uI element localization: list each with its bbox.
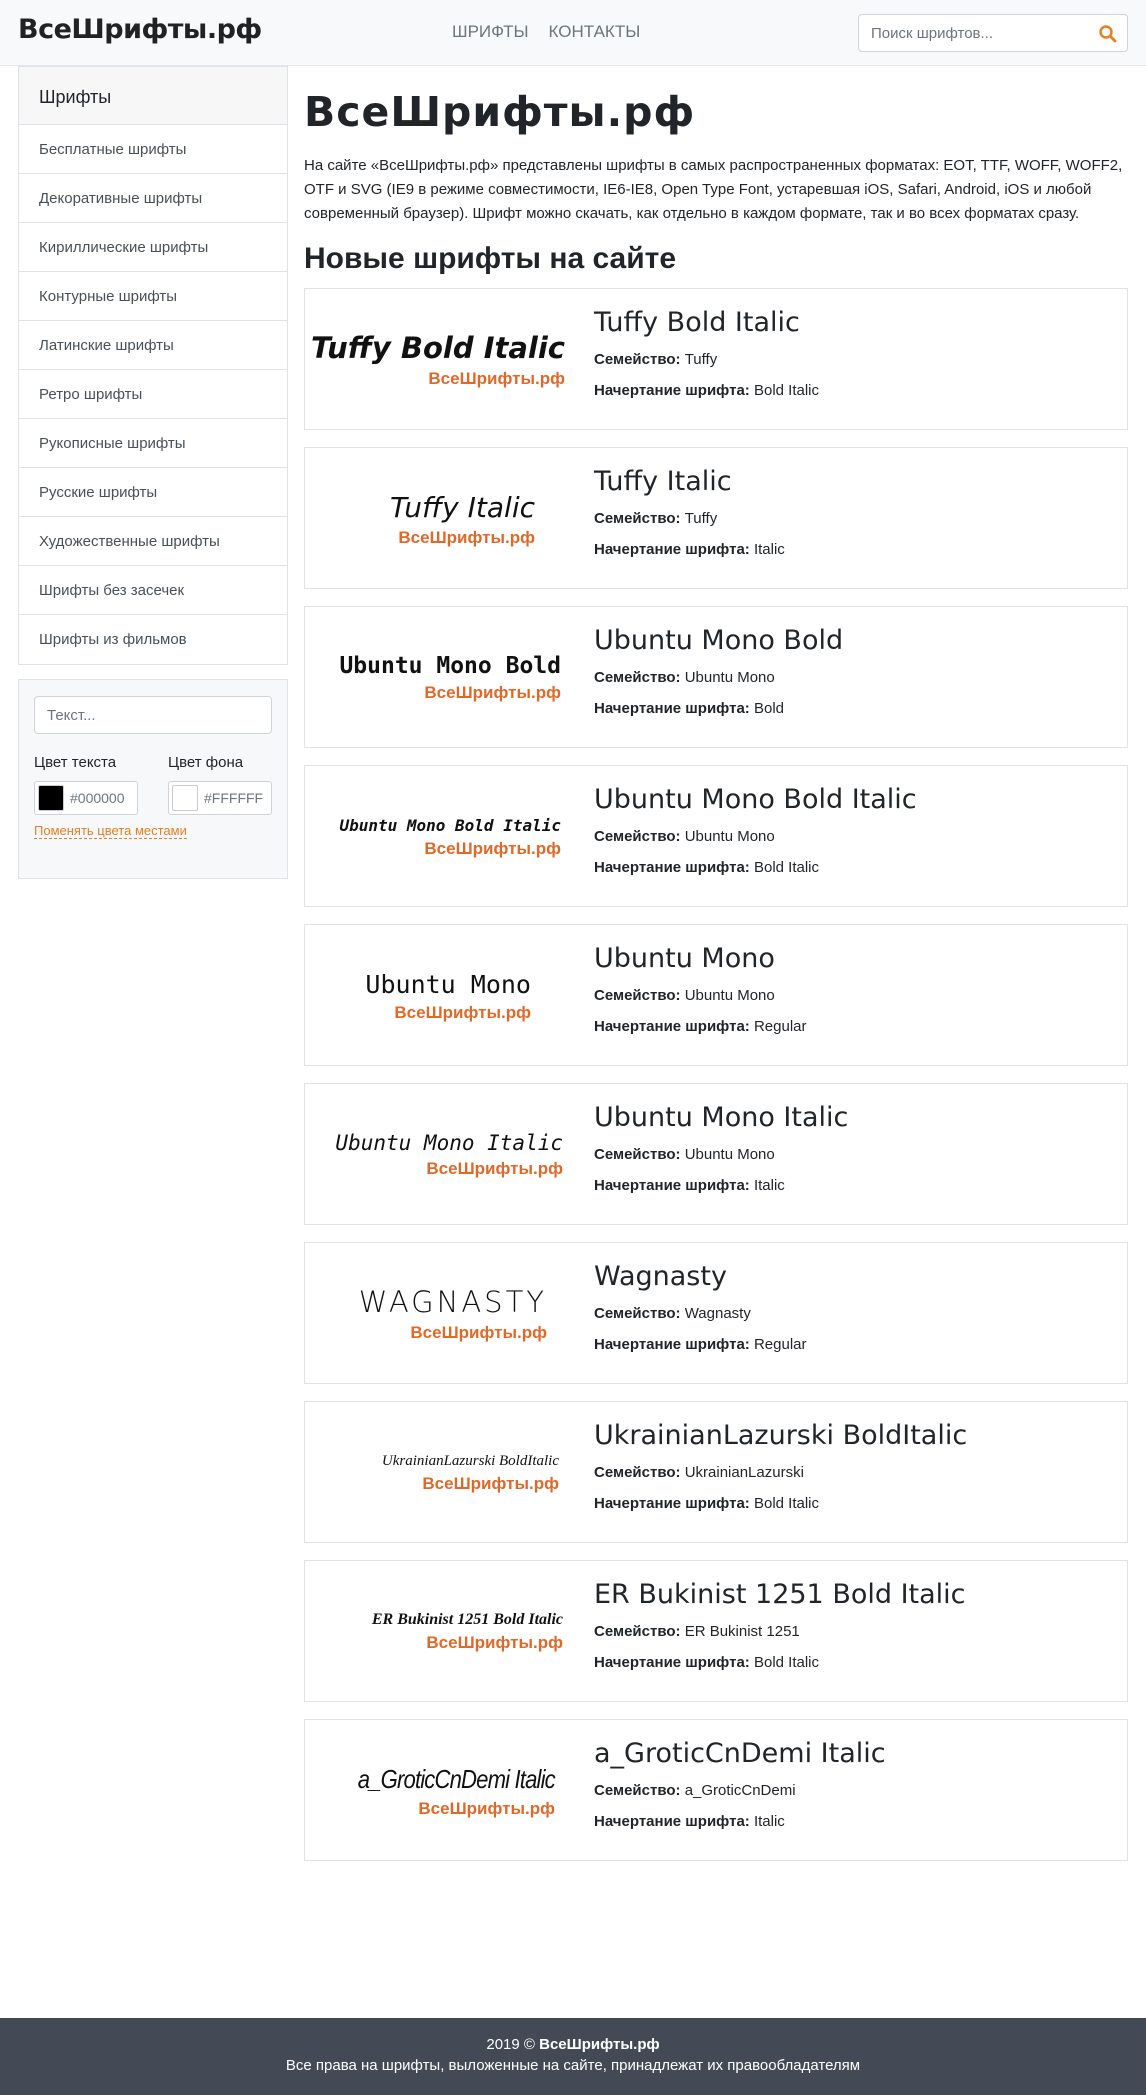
font-style-row	[594, 381, 819, 400]
watermark: ВсеШрифты.рф	[424, 838, 561, 858]
family-value: Wagnasty	[684, 1305, 751, 1322]
family-label: Семейство:	[594, 351, 681, 368]
font-card[interactable]	[304, 1083, 1128, 1225]
bg-color-picker[interactable]	[168, 781, 272, 815]
font-card[interactable]	[304, 447, 1128, 589]
text-color-swatch[interactable]	[38, 785, 64, 811]
style-value: Bold Italic	[753, 1495, 820, 1512]
font-preview[interactable]	[315, 1402, 565, 1544]
family-label: Семейство:	[594, 510, 681, 527]
watermark: ВсеШрифты.рф	[410, 1323, 547, 1342]
font-sample: a_GroticCnDemi Italic	[357, 1763, 555, 1794]
font-sample: WAGNASTY	[358, 1285, 547, 1319]
swap-colors-link[interactable]: Поменять цвета местами	[34, 823, 187, 838]
family-label: Семейство:	[594, 1464, 681, 1481]
font-sample: UkrainianLazurski BoldItalic	[381, 1452, 559, 1469]
font-card[interactable]	[304, 288, 1128, 430]
intro-text: На сайте «ВсеШрифты.рф» представлены шрифты в самых распространенных форматах: EOT, TTF, WOFF, WOFF2, OTF и SVG (IE9 в режиме совместимости, IE6-IE8, Open Type Font, устаревшая iOS, Safari, Android, iOS и любой современный браузер). Шрифт можно скачать, как отдельно в каждом формате, так и во всех форматах сразу.	[304, 157, 1123, 222]
font-preview[interactable]	[315, 925, 565, 1067]
color-row	[34, 754, 272, 815]
font-card[interactable]	[304, 765, 1128, 907]
font-name-link[interactable]: UkrainianLazurski BoldItalic	[594, 1420, 968, 1451]
font-name-link[interactable]: a_GroticCnDemi Italic	[594, 1738, 886, 1769]
watermark: ВсеШрифты.рф	[428, 369, 565, 388]
style-value: Regular	[753, 1336, 807, 1353]
main-nav	[452, 22, 640, 42]
font-card[interactable]	[304, 1401, 1128, 1543]
font-style-row	[594, 1176, 848, 1195]
font-style-row	[594, 1335, 807, 1354]
font-name-link[interactable]: Ubuntu Mono Bold	[594, 625, 844, 656]
style-value: Bold Italic	[753, 1654, 820, 1671]
style-value: Bold	[753, 700, 784, 717]
font-name-link[interactable]: Wagnasty	[594, 1261, 727, 1292]
footer-brand: ВсеШрифты.рф	[539, 2036, 660, 2053]
nav-link-contacts[interactable]: КОНТАКТЫ	[548, 22, 641, 41]
font-family-row	[594, 668, 843, 687]
category-item[interactable]: Латинские шрифты	[19, 321, 287, 370]
font-name-link[interactable]: Ubuntu Mono Italic	[594, 1102, 849, 1133]
font-preview[interactable]	[315, 766, 565, 908]
font-sample: Tuffy Bold Italic	[311, 331, 565, 365]
font-sample: Ubuntu Mono Bold	[339, 653, 561, 679]
search-icon[interactable]	[1097, 23, 1119, 45]
category-item[interactable]: Шрифты из фильмов	[39, 631, 187, 648]
font-preview[interactable]	[315, 1561, 565, 1703]
family-label: Семейство:	[594, 1146, 681, 1163]
style-label: Начертание шрифта:	[594, 1495, 750, 1512]
style-label: Начертание шрифта:	[594, 1177, 750, 1194]
font-info	[594, 625, 843, 718]
font-card[interactable]	[304, 924, 1128, 1066]
font-card[interactable]	[304, 1242, 1128, 1384]
font-info	[594, 307, 819, 400]
font-preview[interactable]	[311, 289, 565, 431]
category-item[interactable]: Бесплатные шрифты	[19, 125, 287, 174]
watermark: ВсеШрифты.рф	[424, 683, 561, 702]
font-info	[594, 466, 785, 559]
bg-color-group	[168, 754, 272, 815]
style-label: Начертание шрифта:	[594, 1813, 750, 1830]
category-item[interactable]: Контурные шрифты	[19, 272, 287, 321]
family-label: Семейство:	[594, 1305, 681, 1322]
style-label: Начертание шрифта:	[594, 1336, 750, 1353]
watermark: ВсеШрифты.рф	[394, 1002, 531, 1022]
font-sample: Ubuntu Mono	[365, 969, 531, 999]
font-name-link[interactable]: Ubuntu Mono	[594, 943, 775, 974]
bg-color-swatch[interactable]	[172, 785, 198, 811]
category-item[interactable]: Декоративные шрифты	[19, 174, 287, 223]
font-style-row	[594, 1494, 967, 1513]
style-value: Regular	[753, 1018, 807, 1035]
category-item[interactable]: Русские шрифты	[19, 468, 287, 517]
style-value: Italic	[753, 541, 785, 558]
font-card-list	[304, 288, 1128, 1861]
font-name-link[interactable]: Tuffy Bold Italic	[594, 307, 800, 338]
family-label: Семейство:	[594, 669, 681, 686]
category-item[interactable]: Художественные шрифты	[19, 517, 287, 566]
font-preview[interactable]	[315, 1720, 565, 1862]
font-info	[594, 1420, 967, 1513]
font-family-row	[594, 1145, 848, 1164]
font-info	[594, 1579, 966, 1672]
category-item[interactable]: Кириллические шрифты	[19, 223, 287, 272]
font-family-row	[594, 827, 917, 846]
font-preview[interactable]	[315, 448, 565, 590]
family-value: a_GroticCnDemi	[684, 1782, 796, 1799]
family-value: Tuffy	[684, 510, 718, 527]
font-style-row	[594, 1653, 966, 1672]
family-label: Семейство:	[594, 1623, 681, 1640]
text-color-label: Цвет текста	[34, 754, 117, 771]
category-list	[18, 66, 288, 665]
font-family-row	[594, 1622, 966, 1641]
watermark: ВсеШрифты.рф	[426, 1159, 563, 1178]
style-value: Bold Italic	[753, 382, 820, 399]
family-value: UkrainianLazurski	[684, 1464, 804, 1481]
preview-settings-panel	[18, 679, 288, 879]
font-preview[interactable]	[315, 607, 565, 749]
category-item[interactable]: Рукописные шрифты	[19, 419, 287, 468]
style-value: Bold Italic	[753, 859, 820, 876]
font-info	[594, 943, 807, 1036]
font-card[interactable]	[304, 1560, 1128, 1702]
family-value: Ubuntu Mono	[684, 828, 775, 845]
family-label: Семейство:	[594, 987, 681, 1004]
style-label: Начертание шрифта:	[594, 700, 750, 717]
font-family-row	[594, 1781, 886, 1800]
font-family-row	[594, 1304, 807, 1323]
font-preview[interactable]	[315, 1084, 565, 1226]
search-box	[858, 14, 1128, 52]
style-value: Italic	[753, 1177, 785, 1194]
family-value: Ubuntu Mono	[684, 669, 775, 686]
bg-color-value[interactable]: #FFFFFF	[204, 790, 264, 806]
nav-link-fonts[interactable]: ШРИФТЫ	[452, 22, 529, 41]
watermark: ВсеШрифты.рф	[418, 1798, 555, 1818]
footer-copyright	[0, 2036, 1146, 2053]
font-style-row	[594, 699, 843, 718]
family-value: Ubuntu Mono	[684, 1146, 775, 1163]
top-navbar	[0, 0, 1146, 66]
style-label: Начертание шрифта:	[594, 1018, 750, 1035]
watermark: ВсеШрифты.рф	[422, 1473, 559, 1493]
footer	[0, 2018, 1146, 2095]
watermark: ВсеШрифты.рф	[398, 527, 535, 547]
font-name-link[interactable]: Tuffy Italic	[594, 466, 732, 497]
text-color-value[interactable]: #000000	[70, 790, 125, 806]
family-value: Ubuntu Mono	[684, 987, 775, 1004]
style-label: Начертание шрифта:	[594, 1654, 750, 1671]
family-label: Семейство:	[594, 828, 681, 845]
search-input[interactable]	[859, 15, 1079, 51]
category-list-title: Шрифты	[19, 67, 287, 125]
font-sample: Ubuntu Mono Bold Italic	[339, 815, 561, 835]
style-value: Italic	[753, 1813, 785, 1830]
font-info	[594, 1102, 848, 1195]
footer-year: 2019 ©	[486, 2036, 535, 2053]
main-content	[304, 66, 1128, 1878]
font-style-row	[594, 1812, 886, 1831]
font-info	[594, 784, 917, 877]
font-family-row	[594, 986, 807, 1005]
family-value: Tuffy	[684, 351, 718, 368]
font-card[interactable]	[304, 1719, 1128, 1861]
page-title: ВсеШрифты.рф	[304, 88, 696, 136]
family-label: Семейство:	[594, 1782, 681, 1799]
text-color-group	[34, 754, 138, 815]
style-label: Начертание шрифта:	[594, 859, 750, 876]
font-preview[interactable]	[315, 1243, 565, 1385]
preview-text-input[interactable]	[34, 696, 272, 734]
font-card[interactable]	[304, 606, 1128, 748]
font-family-row	[594, 509, 785, 528]
font-style-row	[594, 1017, 807, 1036]
category-item[interactable]: Шрифты без засечек	[19, 566, 287, 615]
category-item[interactable]: Ретро шрифты	[19, 370, 287, 419]
footer-rights: Все права на шрифты, выложенные на сайте, принадлежат их правообладателям	[285, 2057, 861, 2074]
style-label: Начертание шрифта:	[594, 541, 750, 558]
watermark: ВсеШрифты.рф	[426, 1633, 563, 1652]
font-name-link[interactable]: Ubuntu Mono Bold Italic	[594, 784, 917, 815]
text-color-picker[interactable]	[34, 781, 138, 815]
font-sample: Ubuntu Mono Italic	[335, 1131, 563, 1155]
font-sample: Tuffy Italic	[389, 490, 535, 524]
font-style-row	[594, 540, 785, 559]
font-name-link[interactable]: ER Bukinist 1251 Bold Italic	[594, 1579, 966, 1610]
sidebar	[18, 66, 288, 879]
font-sample: ER Bukinist 1251 Bold Italic	[371, 1611, 563, 1628]
brand-logo[interactable]: ВсеШрифты.рф	[18, 14, 262, 45]
family-value: ER Bukinist 1251	[684, 1623, 800, 1640]
font-info	[594, 1261, 807, 1354]
bg-color-label: Цвет фона	[168, 754, 244, 771]
font-info	[594, 1738, 886, 1831]
font-style-row	[594, 858, 917, 877]
font-family-row	[594, 1463, 967, 1482]
font-family-row	[594, 350, 819, 369]
style-label: Начертание шрифта:	[594, 382, 750, 399]
section-title: Новые шрифты на сайте	[304, 242, 677, 275]
